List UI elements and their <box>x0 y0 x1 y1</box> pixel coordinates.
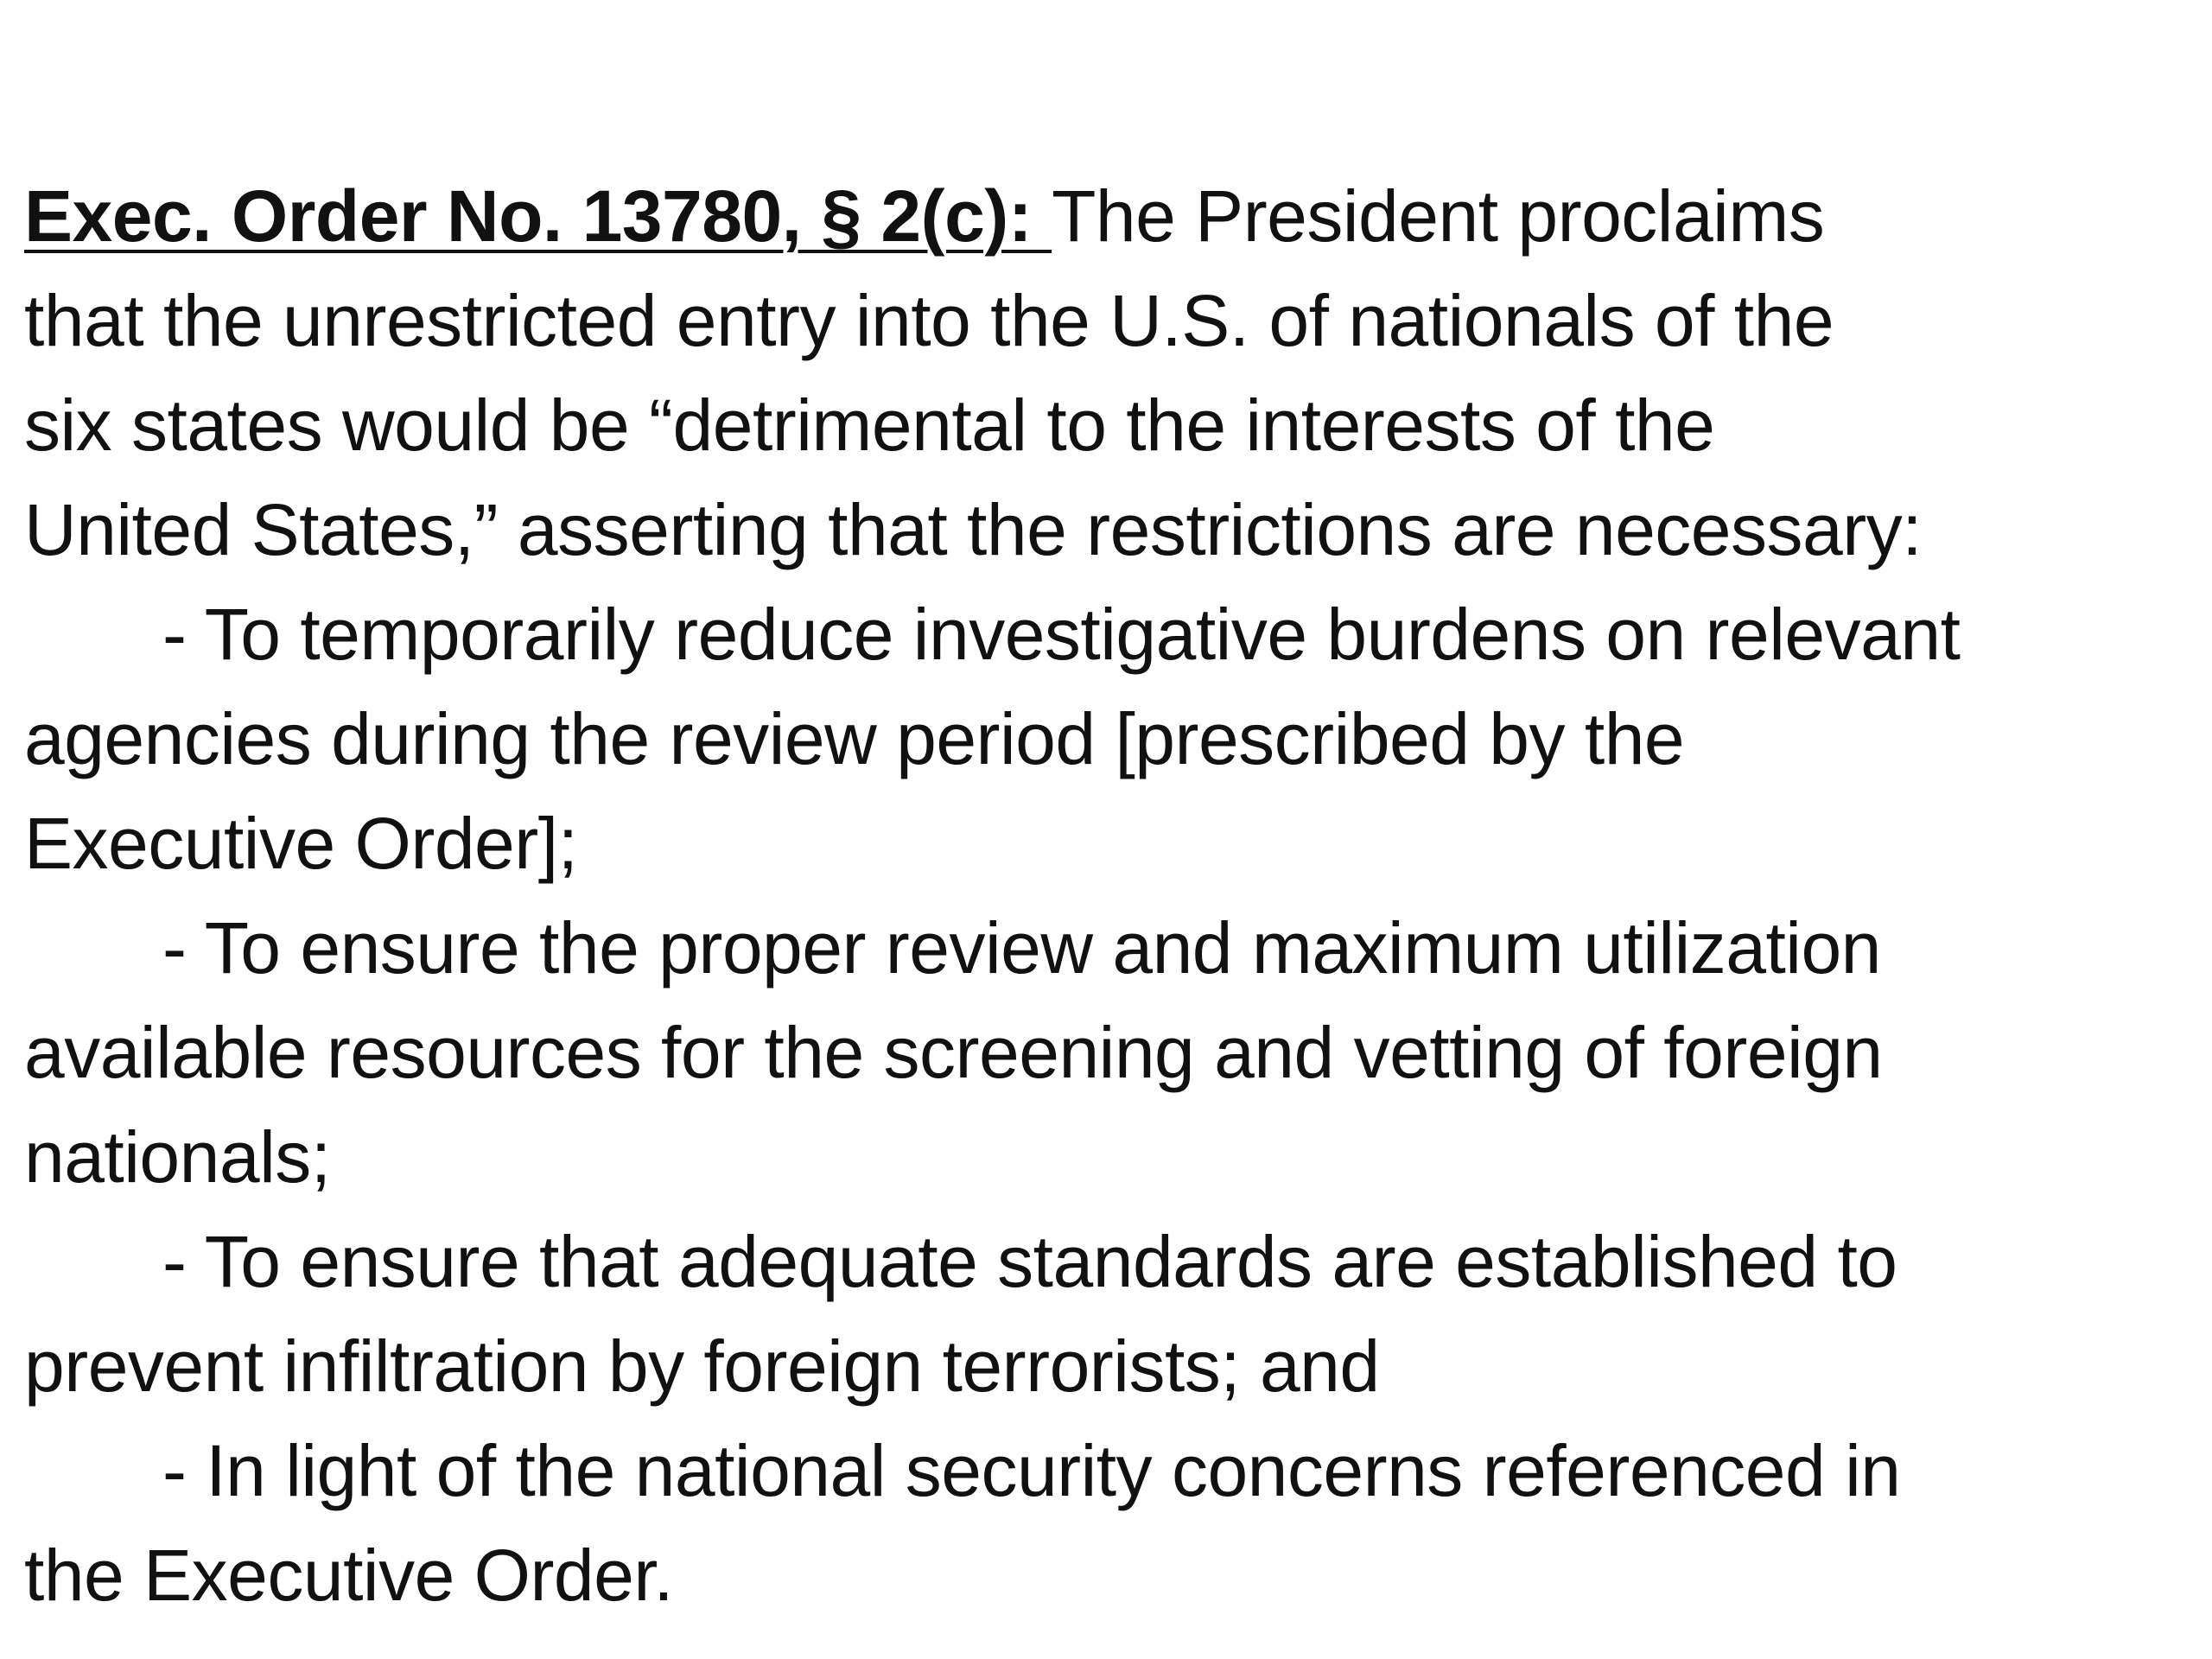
document-text <box>24 164 2184 1628</box>
text-line-1 <box>24 164 2184 269</box>
bullet-4-text: - In light of the national security concerns referenced in <box>162 1430 1901 1511</box>
bullet-line-2 <box>24 896 2184 1001</box>
text-line-1-body: The President proclaims <box>1052 175 1825 257</box>
text-line-12: prevent infiltration by foreign terrorists; and <box>24 1325 1380 1407</box>
text-line-9: available resources for the screening and vetting of foreign <box>24 1012 1883 1093</box>
bullet-1-text: - To temporarily reduce investigative burdens on relevant <box>162 594 1961 675</box>
bullet-line-3 <box>24 1210 2184 1314</box>
text-line-7: Executive Order]; <box>24 803 578 884</box>
text-line-3: six states would be “detrimental to the interests of the <box>24 385 1715 466</box>
bullet-2-text: - To ensure the proper review and maximum utilization <box>162 907 1881 988</box>
bullet-3-text: - To ensure that adequate standards are established to <box>162 1221 1897 1302</box>
text-line-2: that the unrestricted entry into the U.S. of nationals of the <box>24 280 1834 361</box>
bullet-line-4 <box>24 1419 2184 1523</box>
order-citation-heading: Exec. Order No. 13780, § 2(c): <box>24 175 1052 257</box>
bullet-line-1 <box>24 582 2184 687</box>
text-line-4: United States,” asserting that the restrictions are necessary: <box>24 489 1923 570</box>
text-line-14: the Executive Order. <box>24 1535 674 1616</box>
text-line-6: agencies during the review period [prescribed by the <box>24 698 1685 779</box>
text-line-10: nationals; <box>24 1116 331 1198</box>
